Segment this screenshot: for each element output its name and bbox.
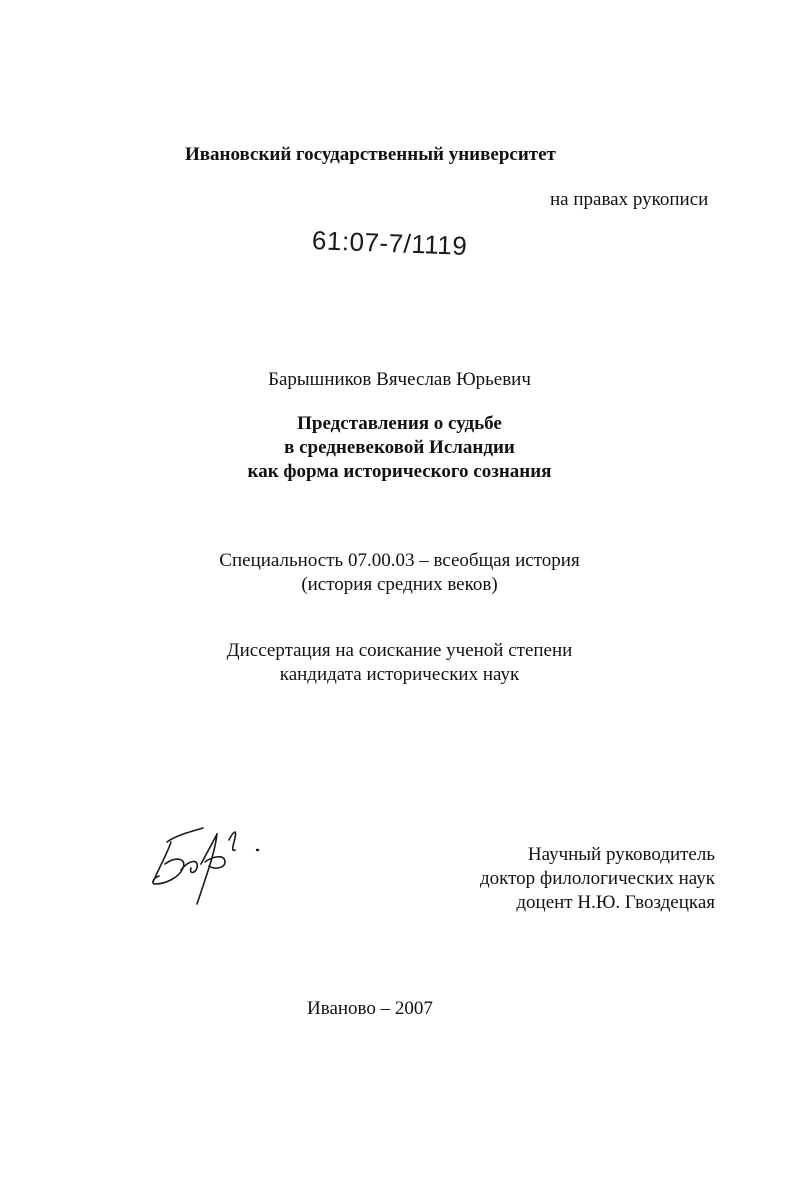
supervisor-line: доцент Н.Ю. Гвоздецкая xyxy=(516,892,715,913)
supervisor-line: Научный руководитель xyxy=(527,844,715,865)
degree-block xyxy=(0,639,799,687)
university-name: Ивановский государственный университет xyxy=(185,144,556,165)
specialty-line: (история средних веков) xyxy=(301,574,498,595)
specialty-block xyxy=(0,549,799,597)
catalog-number-stamp: 61:07-7/1119 xyxy=(311,225,468,261)
title-line: как форма исторического сознания xyxy=(247,461,552,482)
author-name xyxy=(0,368,799,392)
place-and-year: Иваново – 2007 xyxy=(307,998,433,1019)
dissertation-title xyxy=(0,412,799,484)
manuscript-rights-note: на правах рукописи xyxy=(550,189,709,210)
degree-line: Диссертация на соискание ученой степени xyxy=(226,640,573,661)
title-line: в средневековой Исландии xyxy=(284,437,515,458)
degree-line: кандидата исторических наук xyxy=(279,664,520,685)
signature-image xyxy=(145,812,270,912)
specialty-line: Специальность 07.00.03 – всеобщая история xyxy=(219,550,580,571)
supervisor-block xyxy=(480,843,715,915)
supervisor-line: доктор филологических наук xyxy=(479,868,715,889)
author-name-text: Барышников Вячеслав Юрьевич xyxy=(268,369,531,390)
title-line: Представления о судьбе xyxy=(297,413,502,434)
